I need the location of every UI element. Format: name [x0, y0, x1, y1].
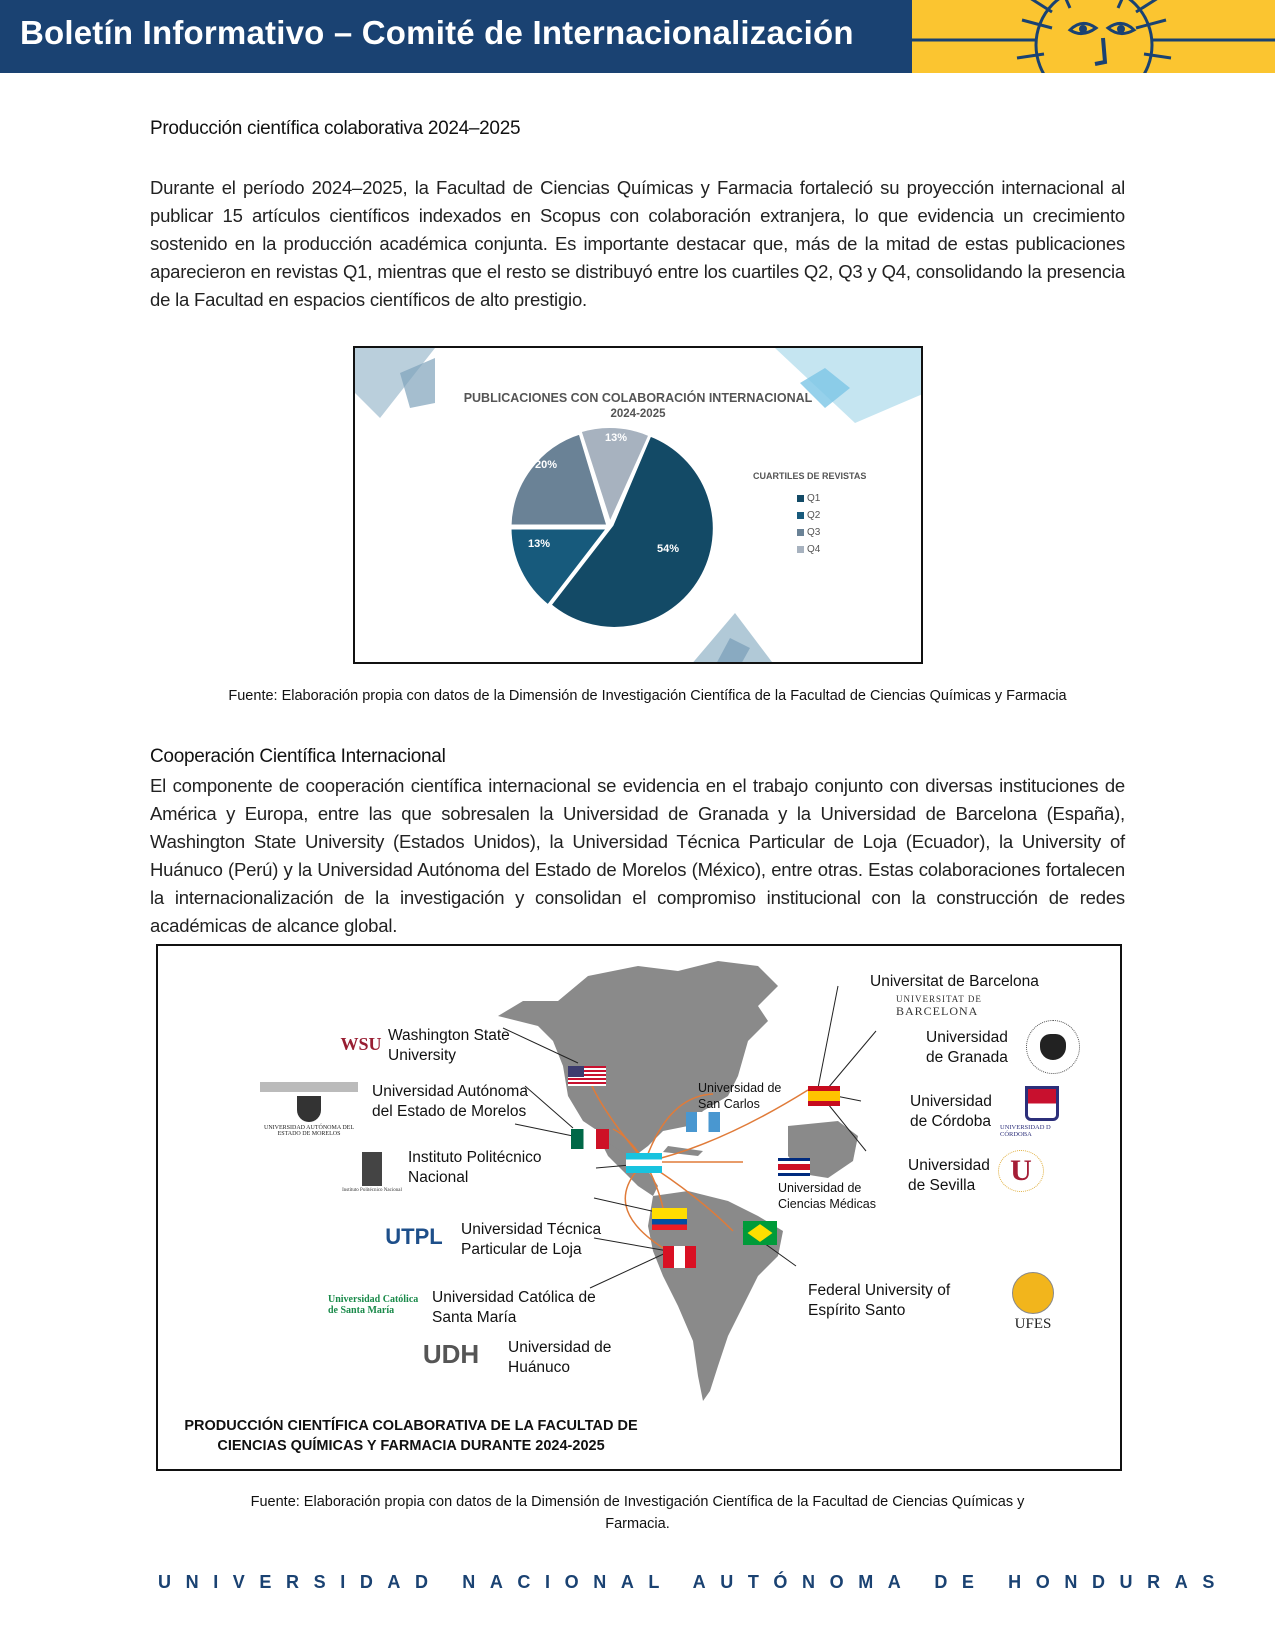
label-granada: Universidad de Granada — [926, 1029, 1008, 1066]
ucsm-logo-icon: Universidad Católica de Santa María — [328, 1294, 419, 1316]
spain-flag-icon — [808, 1086, 840, 1106]
label-ucm: Universidad de Ciencias Médicas — [778, 1181, 876, 1211]
label-barcelona: Universitat de Barcelona — [870, 973, 1039, 990]
production-paragraph: Durante el período 2024–2025, la Facultad de Ciencias Químicas y Farmacia fortaleció su proyección internacional al publicar 15 artículos científicos indexados en Scopus con colaboración extranjera, lo que evidencia un crecimiento sostenido en la producción académica conjunta. Es importante destacar que, más de la mitad de estas publicaciones aparecieron en revistas Q1, mientras que el resto se distribuyó entre los cuartiles Q2, Q3 y Q4, consolidando la presencia de la Facultad en espacios científicos de alto prestigio. — [150, 177, 1125, 310]
ipn-logo-icon: Instituto Politécnico Nacional — [318, 1146, 426, 1198]
section-heading-cooperation: Cooperación Científica Internacional — [150, 746, 446, 767]
label-sevilla: Universidad de Sevilla — [908, 1157, 990, 1194]
label-ipn: Instituto Politécnico Nacional — [408, 1149, 542, 1186]
ecuador-flag-icon — [652, 1208, 687, 1230]
peru-flag-icon — [663, 1246, 696, 1268]
chart-subtitle: 2024-2025 — [610, 408, 666, 420]
label-udh: Universidad de Huánuco — [508, 1339, 612, 1376]
header-banner — [0, 0, 1275, 73]
quartile-pie-chart — [353, 346, 923, 664]
honduras-flag-icon — [626, 1153, 662, 1173]
legend-item-q3: Q3 — [797, 527, 820, 538]
label-ucsm: Universidad Católica de Santa María — [432, 1289, 596, 1326]
label-uaem: Universidad Autónoma del Estado de Morelos — [372, 1083, 528, 1120]
label-utpl: Universidad Técnica Particular de Loja — [461, 1221, 602, 1258]
legend-title: CUARTILES DE REVISTAS — [753, 471, 867, 481]
pie — [505, 423, 715, 633]
chart-title: PUBLICACIONES CON COLABORACIÓN INTERNACIONAL — [463, 391, 813, 405]
map-source-caption: Fuente: Elaboración propia con datos de la Dimensión de Investigación Científica de la Facultad de Ciencias Químicas y Farmacia. — [250, 1494, 1025, 1532]
brazil-flag-icon — [743, 1221, 777, 1245]
mexico-flag-icon — [571, 1129, 609, 1149]
section-heading-production: Producción científica colaborativa 2024–2025 — [150, 118, 521, 139]
guatemala-flag-icon — [686, 1112, 720, 1132]
chart-source-caption: Fuente: Elaboración propia con datos de la Dimensión de Investigación Científica de la Facultad de Ciencias Químicas y Farmacia — [228, 688, 1067, 704]
legend-swatch — [797, 546, 804, 553]
pie-label-q4: 13% — [605, 432, 628, 444]
ub-logo-icon: UNIVERSITAT DE BARCELONA — [896, 994, 982, 1018]
usa-flag-icon — [568, 1066, 606, 1086]
label-washington-state: Washington State University — [388, 1027, 510, 1064]
pie-label-q2: 13% — [528, 538, 551, 550]
map-title: PRODUCCIÓN CIENTÍFICA COLABORATIVA DE LA FACULTAD DE CIENCIAS QUÍMICAS Y FARMACIA DURANTE 2024-2025 — [184, 1418, 638, 1454]
legend-item-q1: Q1 — [797, 493, 820, 504]
legend-swatch — [797, 529, 804, 536]
pie-label-q3: 20% — [535, 459, 558, 471]
ufes-logo-icon: UFES — [1006, 1270, 1060, 1334]
legend-swatch — [797, 495, 804, 502]
legend-swatch — [797, 512, 804, 519]
wsu-logo-icon: WSU — [340, 1033, 382, 1054]
label-ufes: Federal University of Espírito Santo — [808, 1282, 951, 1319]
utpl-logo-icon: UTPL — [385, 1224, 443, 1249]
university-footer: UNIVERSIDAD NACIONAL AUTÓNOMA DE HONDURAS — [158, 1572, 1229, 1592]
uaem-logo-icon: UNIVERSIDAD AUTÓNOMA DEL ESTADO DE MORELOS — [260, 1082, 358, 1140]
udh-logo-icon: UDH — [422, 1338, 480, 1369]
bulletin-title: Boletín Informativo – Comité de Internacionalización — [20, 14, 854, 51]
label-cordoba: Universidad de Córdoba — [910, 1093, 992, 1130]
label-usac: Universidad de San Carlos — [698, 1081, 782, 1111]
us-logo-icon: U — [998, 1150, 1044, 1192]
ugr-logo-icon — [1026, 1020, 1080, 1074]
cooperation-paragraph: El componente de cooperación científica internacional se evidencia en el trabajo conjunto con diversas instituciones de América y Europa, entre las que sobresalen la Universidad de Granada y la Universidad de Barcelona (España), Washington State University (Estados Unidos), la Universidad Técnica Particular de Loja (Ecuador), la University of Huánuco (Perú) y la Universidad Autónoma del Estado de Morelos (México), entre otras. Estas colaboraciones fortalecen la internacionalización de la investigación y consolidan el compromiso institucional con la construcción de redes académicas de alcance global. — [150, 775, 1125, 936]
costa-rica-flag-icon — [778, 1158, 810, 1176]
collaboration-map — [156, 944, 1122, 1471]
sun-face-icon — [912, 0, 1275, 73]
legend-item-q2: Q2 — [797, 510, 820, 521]
uco-logo-icon: UNIVERSIDAD D CÓRDOBA — [1000, 1086, 1084, 1138]
pie-label-q1: 54% — [657, 543, 680, 555]
legend-item-q4: Q4 — [797, 544, 820, 555]
americas-map-icon — [158, 946, 1122, 1471]
